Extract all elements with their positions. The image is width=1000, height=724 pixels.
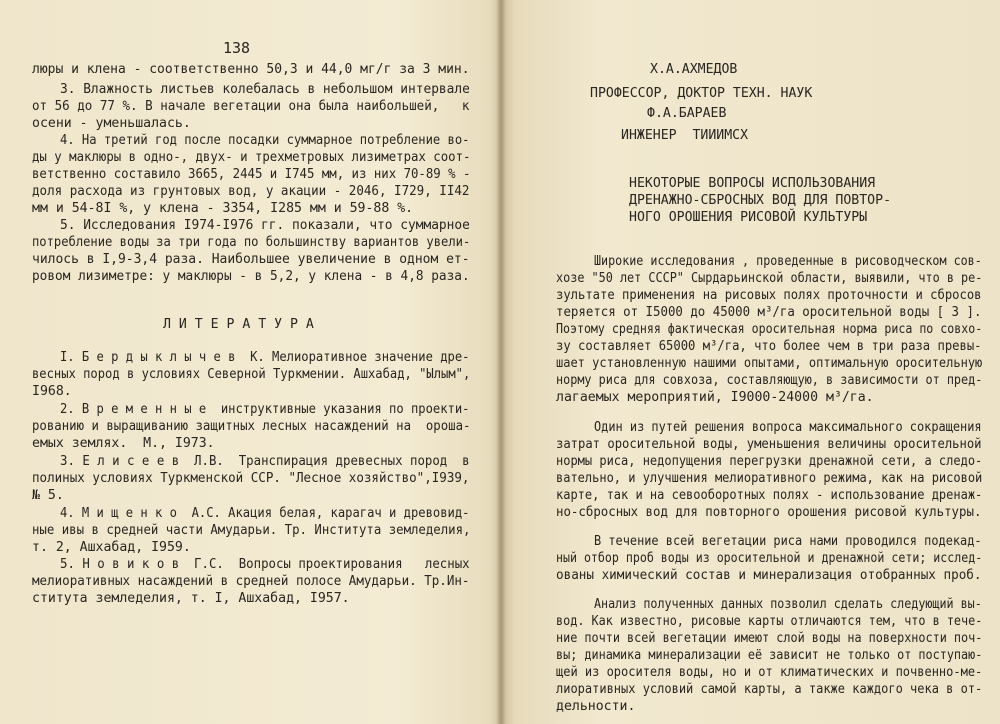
- reference-line: мелиоративных насаждений в средней полосе Амударьи. Тр.Ин-: [32, 574, 470, 589]
- reference-line: I. Б е р д ы к л ы ч е в К. Мелиоративное значение дре-: [60, 350, 470, 365]
- right-text-line: зультате применения на рисовых полях проточности и сбросов: [556, 288, 982, 303]
- reference-line: 3. Е л и с е е в Л.В. Транспирация древесных пород в: [60, 454, 470, 469]
- left-text-line: ровом лизиметре: у маклюры - в 5,2, у клена - в 4,8 раза.: [32, 269, 470, 284]
- right-text-line: Анализ полученных данных позволил сделать следующий вы-: [594, 597, 982, 612]
- left-text-line: ды у маклюры в одно-, двух- и трехметровых лизиметрах соот-: [32, 150, 471, 165]
- left-text-line: чилось в I,9-3,4 раза. Наибольшее увеличение в одном ет-: [32, 252, 470, 267]
- right-text-line: Поэтому средняя фактическая оросительная норма риса по совхо-: [556, 322, 983, 337]
- left-text-line: мм и 54-8I %, у клена - 3354, I285 мм и 59-88 %.: [32, 201, 414, 216]
- reference-line: 2. В р е м е н н ы е инструктивные указания по проекти-: [60, 402, 470, 417]
- reference-line: весных пород в условиях Северной Туркмении. Ашхабад, "Ылым",: [32, 367, 471, 382]
- right-text-line: Широкие исследования , проведенные в рисоводческом сов-: [594, 254, 982, 269]
- book-gutter: [496, 0, 506, 724]
- right-text-line: карте, так и на севооборотных полях - использование дренаж-: [556, 488, 983, 503]
- reference-line: № 5.: [32, 488, 64, 503]
- left-text-line: 5. Исследования I974-I976 гг. показали, что суммарное: [60, 218, 470, 233]
- right-text-line: но-сбросных вод для повторного орошения рисовой культуры.: [556, 505, 982, 520]
- reference-line: I968.: [32, 384, 72, 399]
- left-text-line: 4. На третий год после посадки суммарное потребление во-: [60, 133, 470, 148]
- article-title: НОГО ОРОШЕНИЯ РИСОВОЙ КУЛЬТУРЫ: [629, 210, 868, 225]
- right-text-line: вод. Как известно, рисовые карты отличаются тем, что в тече-: [556, 614, 983, 629]
- article-title: ДРЕНАЖНО-СБРОСНЫХ ВОД ДЛЯ ПОВТОР-: [629, 193, 892, 208]
- reference-line: полиных условиях Туркменской ССР. "Лесное хозяйство",I939,: [32, 471, 470, 486]
- page-number: 138: [223, 39, 251, 57]
- right-text-line: В течение всей вегетации риса нами проводился подекад-: [594, 534, 982, 549]
- right-text-line: норму риса для совхоза, составляющую, в зависимости от пред-: [556, 373, 983, 388]
- reference-line: ститута земледелия, т. I, Ашхабад, I957.: [32, 591, 350, 606]
- author-name: Х.А.АХМЕДОВ: [650, 62, 738, 77]
- author-name: Ф.А.БАРАЕВ: [647, 106, 727, 121]
- right-text-line: вы; динамика минерализации её зависит не только от поступаю-: [556, 648, 983, 663]
- left-text-line: потребление воды за три года по большинству вариантов увели-: [32, 235, 471, 250]
- right-text-line: шает установленную нашими опытами, оптимальную оросительную: [556, 356, 983, 371]
- reference-line: 4. М и щ е н к о А.С. Акация белая, карагач и древовид-: [60, 506, 470, 521]
- left-text-line: осени - уменьшалась.: [32, 116, 191, 131]
- right-text-line: дельности.: [556, 699, 636, 714]
- left-page: [0, 0, 496, 724]
- right-text-line: вательно, и улучшения мелиоративного режима, как на рисовой: [556, 471, 983, 486]
- article-title: НЕКОТОРЫЕ ВОПРОСЫ ИСПОЛЬЗОВАНИЯ: [629, 176, 876, 191]
- reference-line: емых землях. М., I973.: [32, 436, 215, 451]
- right-text-line: хозе "50 лет СССР" Сырдарьинской области, выявили, что в ре-: [556, 271, 983, 286]
- right-text-line: затрат оросительной воды, уменьшения величины оросительной: [556, 437, 982, 452]
- right-text-line: зу составляет 65000 м³/га, что более чем в три раза превы-: [556, 339, 982, 354]
- right-text-line: ованы химический состав и минерализация отобранных проб.: [556, 568, 982, 583]
- reference-line: т. 2, Ашхабад, I959.: [32, 540, 191, 555]
- right-text-line: лагаемых мероприятий, I9000-24000 м³/га.: [556, 390, 874, 405]
- right-text-line: нормы риса, недопущения перегрузки дренажной сети, а следо-: [556, 454, 983, 469]
- author-title: ИНЖЕНЕР ТИИИМСХ: [621, 128, 749, 143]
- right-text-line: щей из оросителя воды, но и от климатических и почвенно-ме-: [556, 665, 983, 680]
- reference-line: рованию и выращиванию защитных лесных насаждений на ороша-: [32, 419, 471, 434]
- left-text-line: от 56 до 77 %. В начале вегетации она была наибольшей, к: [32, 99, 470, 114]
- left-text-line: ветственно составило 3665, 2445 и I745 мм, из них 70-89 % -: [32, 167, 471, 182]
- right-text-line: ный отбор проб воды из оросительной и дренажной сети; исслед-: [556, 551, 983, 566]
- right-text-line: теряется от I5000 до 45000 м³/га оросительной воды [ 3 ].: [556, 305, 982, 320]
- left-text-line: доля расхода из грунтовых вод, у акации - 2046, I729, II42: [32, 184, 470, 199]
- right-page: [506, 0, 1000, 724]
- right-text-line: Один из путей решения вопроса максимального сокращения: [594, 420, 982, 435]
- reference-line: 5. Н о в и к о в Г.С. Вопросы проектирования лесных: [60, 557, 470, 572]
- literature-heading: Л И Т Е Р А Т У Р А: [163, 317, 314, 332]
- right-text-line: лиоративных условий самой карты, а также каждого чека в от-: [556, 682, 983, 697]
- left-text-line: 3. Влажность листьев колебалась в небольшом интервале: [60, 82, 470, 97]
- left-text-line: люры и клена - соответственно 50,3 и 44,0 мг/г за 3 мин.: [32, 62, 470, 77]
- reference-line: ные ивы в средней части Амударьи. Тр. Института земледелия,: [32, 523, 471, 538]
- author-title: ПРОФЕССОР, ДОКТОР ТЕХН. НАУК: [590, 86, 813, 101]
- right-text-line: ние почти всей вегетации имеют слой воды на поверхности поч-: [556, 631, 983, 646]
